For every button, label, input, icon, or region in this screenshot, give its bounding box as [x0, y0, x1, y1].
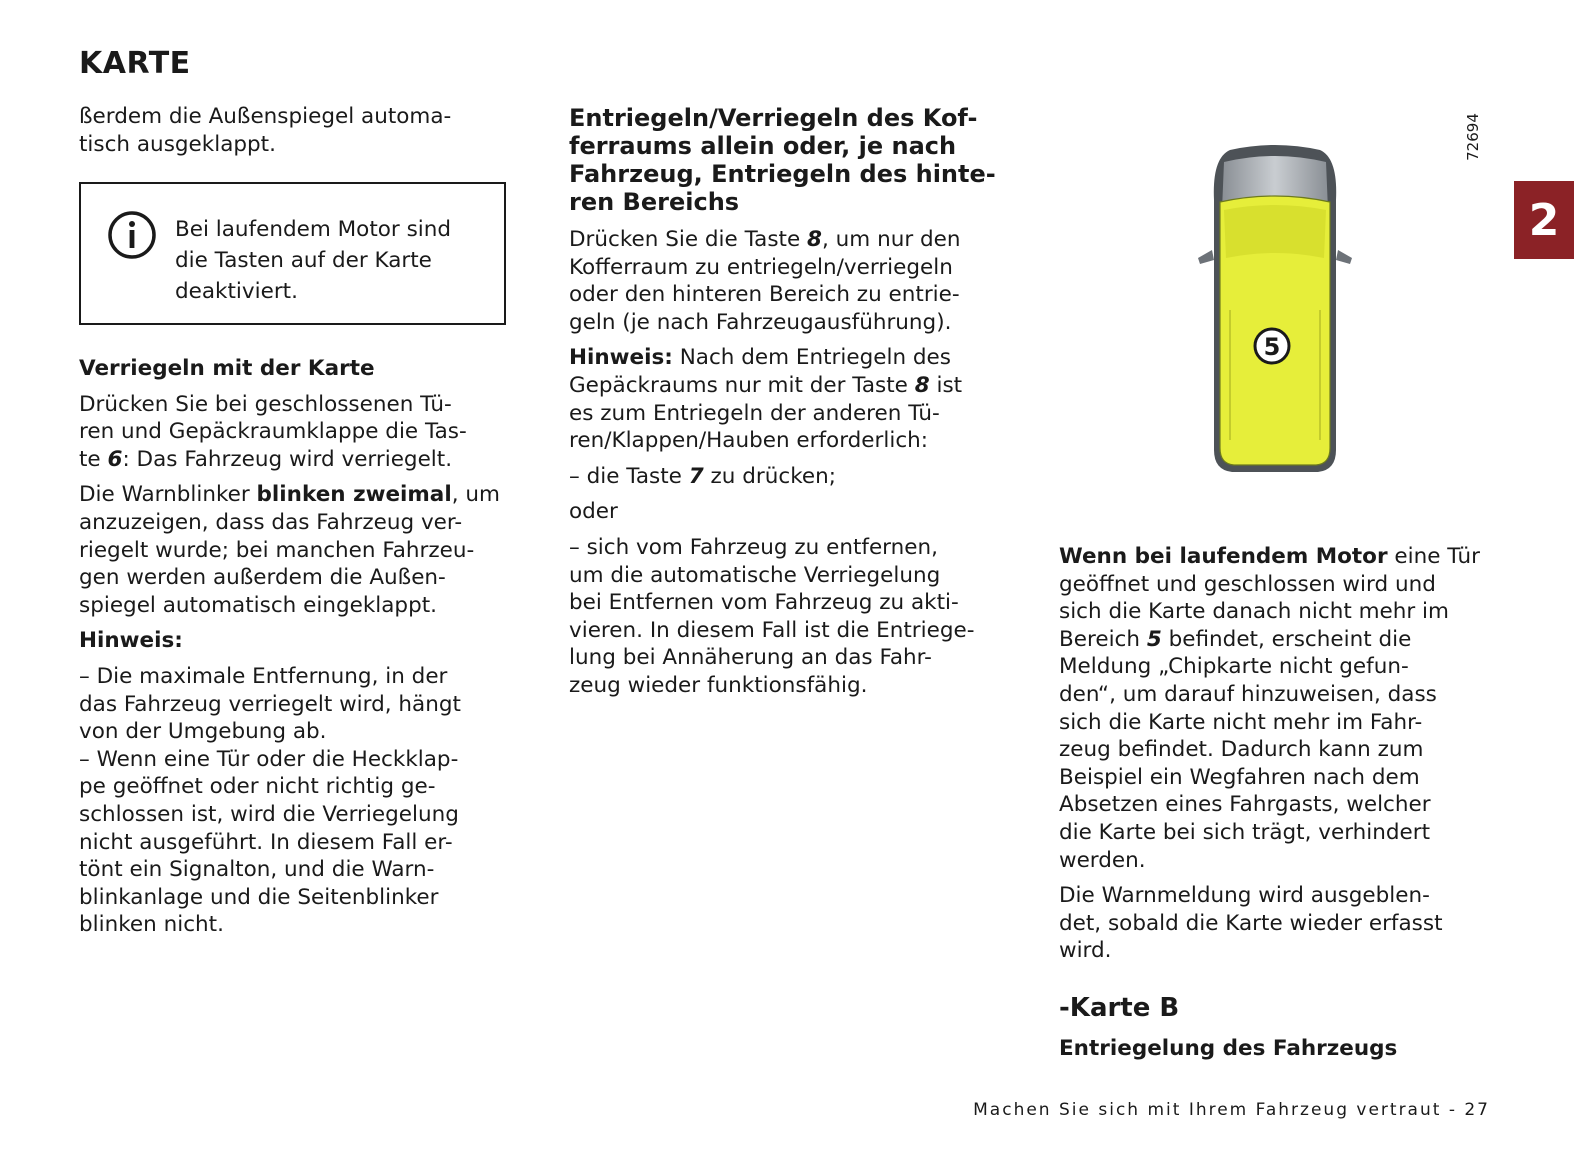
intro-paragraph [79, 103, 519, 158]
text-line: Absetzen eines Fahrgasts, welcher [1059, 792, 1431, 818]
page-footer: Machen Sie sich mit Ihrem Fahrzeug vertraut - 27 [973, 1100, 1490, 1120]
option-1 [569, 463, 1009, 491]
text-line: ren/Klappen/Hauben erforderlich: [569, 428, 929, 454]
chapter-tab: 2 [1514, 181, 1574, 259]
text-line: riegelt wurde; bei manchen Fahrzeu- [79, 537, 475, 563]
text-line: oder den hinteren Bereich zu entrie- [569, 282, 960, 308]
text-line: Die Warnmeldung wird ausgeblen- [1059, 883, 1430, 909]
text-line [1059, 543, 1499, 571]
unlock-section-title: Entriegelung des Fahrzeugs [1059, 1036, 1398, 1061]
text-line: – Wenn eine Tür oder die Heckklap- [79, 746, 459, 772]
text-fragment: Die Warnblinker [79, 482, 257, 508]
text-line: schlossen ist, wird die Verriegelung [79, 801, 459, 827]
text-line [569, 226, 1009, 254]
text-line: zeug wieder funktionsfähig. [569, 672, 868, 698]
text-line [569, 344, 1009, 372]
figure-number: 72694 [1464, 113, 1482, 161]
text-line: nicht ausgeführt. In diesem Fall er- [79, 829, 453, 855]
text-line [1059, 626, 1499, 654]
text-line: bei Entfernen vom Fahrzeug zu akti- [569, 590, 959, 616]
intro-line-1: ßerdem die Außenspiegel automa- [79, 104, 452, 129]
text-line: det, sobald die Karte wieder erfasst [1059, 910, 1443, 936]
lock-section-title: Verriegeln mit der Karte [79, 356, 375, 381]
key-reference: 8 [914, 372, 930, 398]
note-line-2: die Tasten auf der Karte [175, 248, 432, 273]
text-line: spiegel automatisch eingeklappt. [79, 592, 437, 618]
title-line: ren Bereichs [569, 188, 740, 216]
text-line: Kofferraum zu entriegeln/verriegeln [569, 254, 953, 280]
lock-paragraph-1 [79, 391, 519, 474]
page-title: KARTE [79, 46, 191, 81]
text-fragment: : Das Fahrzeug wird verriegelt. [122, 446, 453, 472]
warning-paragraph-2 [1059, 882, 1499, 965]
key-reference: 8 [807, 227, 822, 252]
text-line: blinken nicht. [79, 912, 224, 938]
text-line: die Karte bei sich trägt, verhindert [1059, 819, 1431, 845]
text-line: blinkanlage und die Seitenblinker [79, 884, 439, 910]
warning-section [1059, 543, 1499, 973]
text-line: anzuzeigen, dass das Fahrzeug ver- [79, 509, 463, 535]
text-line: wird. [1059, 938, 1112, 964]
trunk-hint [569, 344, 1009, 454]
warning-paragraph-1 [1059, 543, 1499, 874]
text-line: vieren. In diesem Fall ist die Entriege- [569, 617, 975, 643]
text-line [569, 372, 1009, 400]
text-fragment: Gepäckraums nur mit der Taste [569, 372, 915, 398]
title-line: ferraums allein oder, je nach [569, 132, 957, 160]
vehicle-top-view-illustration [1190, 140, 1360, 475]
note-line-3: deaktiviert. [175, 279, 298, 304]
lock-paragraph-2 [79, 481, 519, 619]
emphasis-text: blinken zweimal [256, 482, 452, 508]
text-line: – Die maximale Entfernung, in der [79, 663, 448, 689]
text-line [79, 481, 519, 509]
text-fragment: , um [451, 482, 500, 508]
intro-line-2: tisch ausgeklappt. [79, 131, 276, 157]
left-mirror [1198, 250, 1214, 264]
text-line: sich die Karte nicht mehr im Fahr- [1059, 709, 1423, 735]
text-line: Drücken Sie bei geschlossenen Tü- [79, 391, 452, 417]
hint-bullets [79, 663, 519, 939]
zone-label: 5 [1263, 333, 1281, 361]
text-line: sich die Karte danach nicht mehr im [1059, 599, 1449, 625]
text-line: ren und Gepäckraumklappe die Tas- [79, 419, 467, 445]
or-text: oder [569, 499, 618, 525]
text-line: das Fahrzeug verriegelt wird, hängt [79, 691, 461, 717]
text-line: zeug befindet. Dadurch kann zum [1059, 737, 1424, 763]
trunk-paragraph-1 [569, 226, 1009, 336]
info-note-text [175, 214, 495, 307]
text-fragment: – die Taste [569, 463, 689, 489]
info-icon [107, 210, 157, 260]
text-fragment: Nach dem Entriegeln des [672, 345, 951, 371]
right-mirror [1336, 250, 1352, 264]
option-2 [569, 534, 1009, 700]
info-note-box [79, 182, 506, 325]
text-line: lung bei Annäherung an das Fahr- [569, 645, 932, 671]
text-line: Beispiel ein Wegfahren nach dem [1059, 764, 1420, 790]
text-line: es zum Entriegeln der anderen Tü- [569, 400, 940, 426]
text-line: – sich vom Fahrzeug zu entfernen, [569, 534, 938, 560]
key-reference: 7 [688, 463, 704, 489]
hint-label: Hinweis: [79, 628, 183, 654]
text-line: werden. [1059, 847, 1146, 873]
text-fragment: ist [929, 372, 963, 398]
lock-section [79, 355, 519, 947]
text-fragment: eine Tür [1387, 544, 1480, 569]
text-fragment: Drücken Sie die Taste [569, 227, 808, 252]
text-line [79, 446, 519, 474]
text-fragment: te [79, 446, 108, 472]
text-fragment: zu drücken; [703, 463, 836, 489]
text-fragment: , um nur den [822, 227, 961, 252]
text-line: geöffnet und geschlossen wird und [1059, 571, 1436, 597]
text-line [569, 463, 1009, 491]
note-line-1: Bei laufendem Motor sind [175, 217, 452, 242]
emphasis-text: Wenn bei laufendem Motor [1059, 544, 1388, 569]
text-fragment: befindet, erscheint die [1161, 626, 1412, 652]
text-line: den“, um darauf hinzuweisen, dass [1059, 681, 1437, 707]
key-reference: 5 [1146, 626, 1162, 652]
title-line: Fahrzeug, Entriegeln des hinte- [569, 160, 996, 188]
text-fragment: Bereich [1059, 626, 1147, 652]
text-line: pe geöffnet oder nicht richtig ge- [79, 774, 436, 800]
front-glass-zone [1224, 205, 1326, 258]
trunk-section-title [569, 104, 1009, 216]
trunk-section [569, 104, 1009, 708]
text-line: Meldung „Chipkarte nicht gefun- [1059, 654, 1409, 680]
text-line: tönt ein Signalton, und die Warn- [79, 857, 435, 883]
text-line: gen werden außerdem die Außen- [79, 565, 446, 591]
hint-label: Hinweis: [569, 345, 673, 371]
key-reference: 6 [107, 446, 123, 472]
text-line: von der Umgebung ab. [79, 719, 327, 745]
karte-b-heading: -Karte B [1059, 993, 1180, 1023]
text-line: geln (je nach Fahrzeugausführung). [569, 309, 952, 335]
text-line: um die automatische Verriegelung [569, 562, 941, 588]
title-line: Entriegeln/Verriegeln des Kof- [569, 104, 978, 132]
